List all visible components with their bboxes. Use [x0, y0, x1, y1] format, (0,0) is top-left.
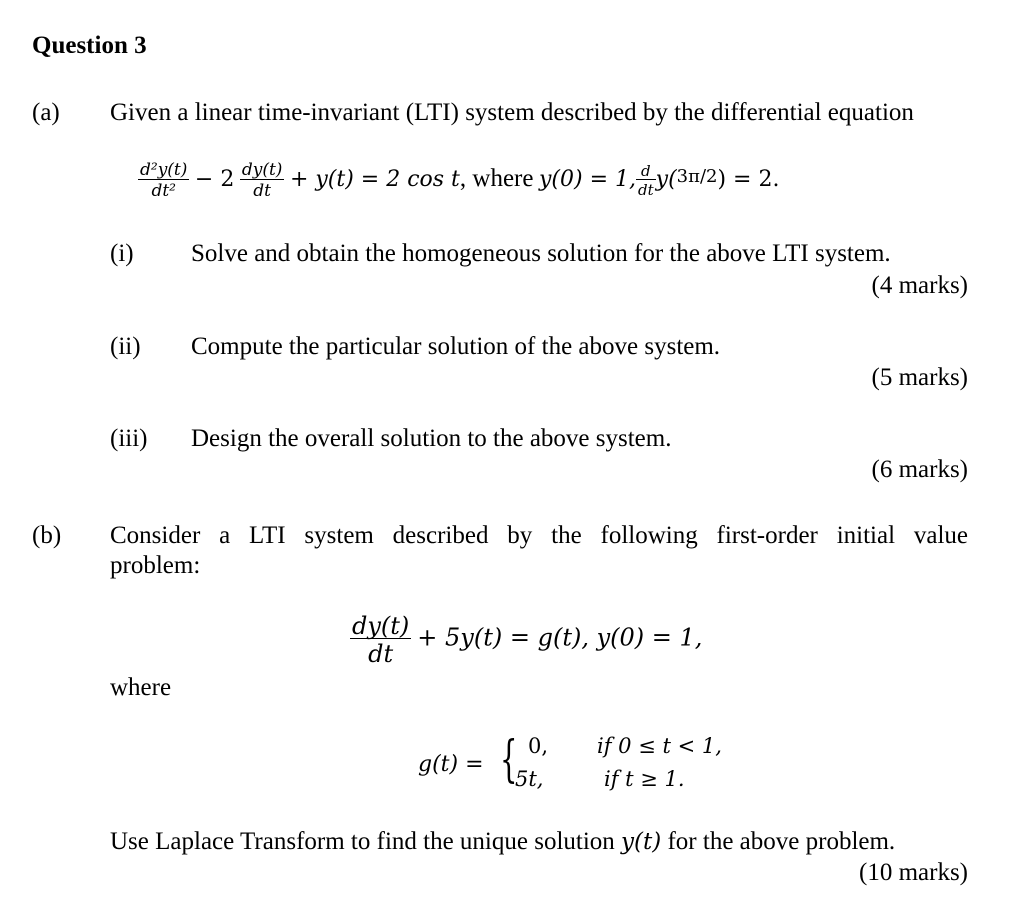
- fraction-denominator: dt²: [138, 179, 189, 200]
- equation-rhs: + y(t) = 2 cos t: [289, 167, 460, 193]
- minus-coefficient: − 2: [194, 167, 235, 193]
- where-text: , where: [459, 165, 534, 193]
- part-b-intro-line2: problem:: [110, 552, 201, 579]
- initial-condition-1: y(0) = 1,: [538, 167, 636, 193]
- case-2-value: 5t,: [515, 767, 544, 791]
- item-i-text: Solve and obtain the homogeneous solution for the above LTI system.: [191, 240, 891, 267]
- instruction-math: y(t): [621, 829, 662, 855]
- equation-rhs: + 5y(t) = g(t), y(0) = 1,: [417, 623, 703, 652]
- part-a-intro: Given a linear time-invariant (LTI) system described by the differential equation: [110, 99, 914, 126]
- initial-condition-2-arg: 3π/2: [676, 166, 718, 188]
- fraction-denominator: dt: [638, 181, 654, 199]
- part-b-intro-line1: Consider a LTI system described by the following first-order initial value: [110, 522, 968, 549]
- initial-condition-2-tail: ) = 2.: [717, 167, 780, 193]
- initial-condition-2-func: y(: [655, 167, 677, 193]
- fraction-numerator: dy(t): [241, 160, 283, 180]
- d-dt-fraction: [636, 164, 656, 198]
- fraction-denominator: dt: [350, 638, 411, 666]
- first-derivative-fraction: [240, 162, 285, 200]
- item-ii-label: (ii): [110, 333, 141, 360]
- instruction-prefix: Use Laplace Transform to find the unique solution: [110, 828, 615, 855]
- part-a-label: (a): [32, 99, 60, 126]
- fraction-denominator: dt: [240, 179, 285, 200]
- fraction-numerator: dy(t): [352, 612, 410, 640]
- question-title: Question 3: [32, 32, 147, 59]
- part-b-label: (b): [32, 522, 62, 549]
- item-iii-marks: (6 marks): [871, 456, 968, 483]
- where-label: where: [110, 674, 172, 701]
- case-2-condition: if t ≥ 1.: [604, 767, 685, 791]
- part-b-equation: [350, 614, 702, 666]
- case-1-value: 0,: [528, 734, 549, 758]
- dy-dt-fraction: [350, 614, 411, 666]
- part-a-equation: [138, 162, 779, 200]
- fraction-numerator: d²y(t): [140, 160, 188, 180]
- instruction-suffix: for the above problem.: [667, 828, 896, 855]
- item-i-marks: (4 marks): [871, 272, 968, 299]
- item-iii-text: Design the overall solution to the above system.: [191, 425, 672, 452]
- second-derivative-fraction: [138, 162, 189, 200]
- case-1-condition: if 0 ≤ t < 1,: [597, 734, 722, 758]
- part-b-instruction: [110, 828, 895, 856]
- item-ii-text: Compute the particular solution of the above system.: [191, 333, 721, 360]
- fraction-numerator: d: [641, 162, 651, 180]
- item-i-label: (i): [110, 240, 134, 267]
- item-ii-marks: (5 marks): [871, 364, 968, 391]
- piecewise-lhs: g(t) =: [418, 752, 484, 777]
- part-b-marks: (10 marks): [859, 859, 968, 886]
- left-brace: {: [500, 730, 518, 788]
- item-iii-label: (iii): [110, 425, 148, 452]
